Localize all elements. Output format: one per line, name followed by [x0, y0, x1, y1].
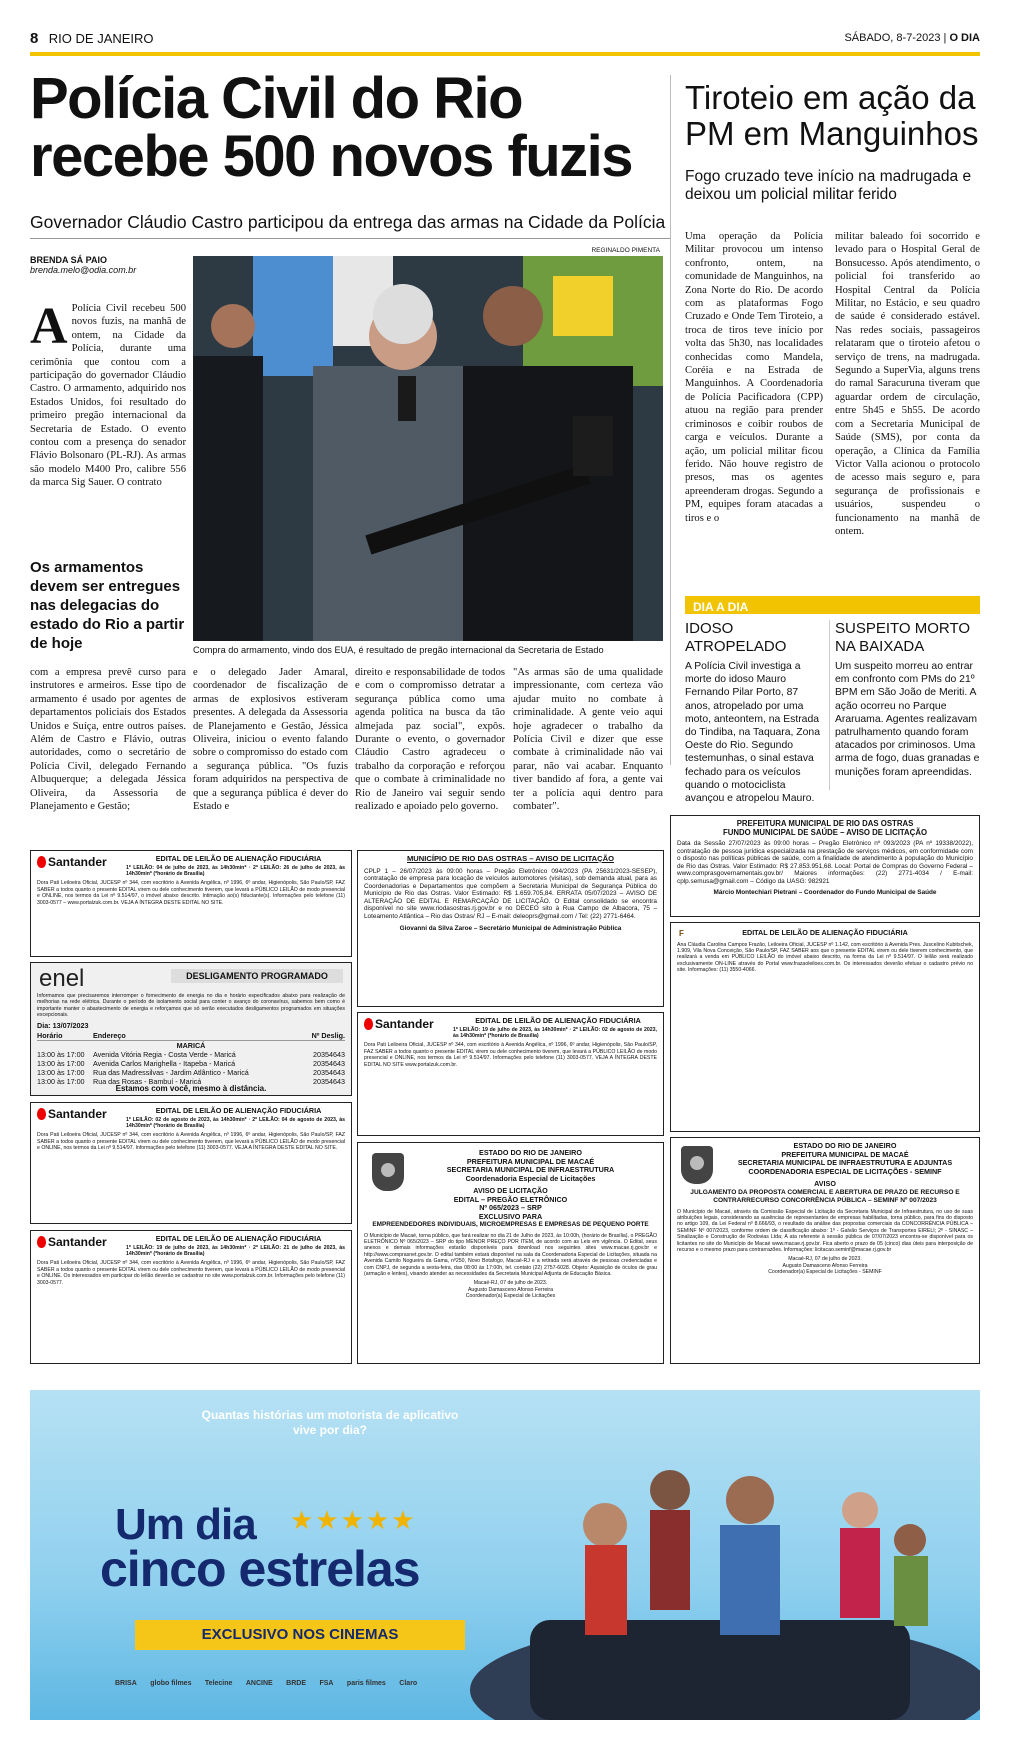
- macae-crest-icon: [681, 1146, 713, 1184]
- star-rating-icon: ★★★★★: [290, 1505, 417, 1535]
- santander-flame-icon: [37, 1108, 46, 1120]
- sponsor-logos: [115, 1672, 455, 1694]
- page-header: [30, 30, 980, 54]
- ad-role: Coordenador(a) Especial de Licitações: [465, 1293, 556, 1300]
- ad-rio-das-ostras: [357, 850, 664, 1007]
- ad-text: Dora Pati Leiloeira Oficial, JUCESP nº 344, com escritório à Avenida Angélica, nº 1996, 6º andar, Higienópolis, São Paulo/SP, FAZ SABER a todos quanto o presente EDITAL virem ou dele conhecimento tiverem, que levará a PÚBLICO LEILÃO de modo presencial e ONLINE, nos termos da Lei nº 9.514/97, o imóvel abaixo descrito. Intimação ao(s) fiduciante(s). Informações pelo telefone (11) 3003-0577 – www.portalzuk.com.br. VEJA A ÍNTEGRA DESTE EDITAL NO SITE.: [37, 880, 345, 906]
- movie-title-line-2: cinco estrelas: [100, 1541, 420, 1597]
- santander-logo: Santander: [37, 1107, 107, 1121]
- byline-name: BRENDA SÁ PAIO: [30, 255, 108, 265]
- ad-title: MUNICÍPIO DE RIO DAS OSTRAS – AVISO DE LICITAÇÃO: [406, 854, 614, 863]
- issue-date: [844, 32, 980, 44]
- section-name: RIO DE JANEIRO: [48, 31, 154, 46]
- ad-title: EDITAL DE LEILÃO DE ALIENAÇÃO FIDUCIÁRIA: [155, 854, 322, 863]
- enel-date: Dia: 13/07/2023: [37, 1021, 89, 1030]
- ad-santander-leilao-3: [30, 1102, 352, 1224]
- sponsor-logo: FSA: [319, 1680, 334, 1687]
- ad-signer: Augusto Damasceno Afonso Ferreira: [782, 1262, 868, 1269]
- ad-place-date: Macaé-RJ, 07 de julho de 2023.: [788, 1256, 862, 1263]
- sponsor-logo: BRISA: [115, 1680, 137, 1687]
- banner-question: Quantas histórias um motorista de aplicativo vive por dia?: [201, 1408, 459, 1437]
- ad-subtitle: 1º LEILÃO: 02 de agosto de 2023, às 14h30min* · 2º LEILÃO: 04 de agosto de 2023, às 14h30min* (*horário de Brasília): [126, 1116, 345, 1129]
- movie-title-line-1: Um dia: [115, 1500, 256, 1549]
- photo-illustration: [193, 256, 663, 641]
- ad-signature: Márcio Montechiari Pietrani – Coordenador do Fundo Municipal de Saúde: [713, 888, 937, 896]
- ad-title-2: FUNDO MUNICIPAL DE SAÚDE – AVISO DE LICITAÇÃO: [722, 827, 928, 837]
- santander-logo: Santander: [37, 1235, 107, 1249]
- ad-text: Dora Pati Leiloeira Oficial, JUCESP nº 344, com escritório à Avenida Angélica, nº 1996, 6º andar, Higienópolis, São Paulo/SP, FAZ SABER a todos quanto o presente EDITAL virem ou dele conhecimento tiverem, que levará a PÚBLICO LEILÃO de modo presencial e ONLINE, nos termos da Lei nº 9.514/97. Informações pelo telefone (11) 3003-0577. VEJA A ÍNTEGRA DESTE EDITAL NO SITE www.portalzuk.com.br.: [364, 1042, 657, 1068]
- table-city: MARICÁ: [176, 1041, 206, 1050]
- page-number: 8: [30, 30, 39, 47]
- subhead-rule: [30, 238, 670, 239]
- ad-text: O Município de Macaé, torna público, que fará realizar no dia 21 de Julho de 2023, às 10:00h, (horário de Brasília), o PREGÃO ELETRÔNICO Nº 065/2023 – SRP do tipo MENOR PREÇO POR ITEM, de acordo com as Leis em vigência. O Edital, seus anexos e demais informações estarão disponíveis para download nos seguintes sites www.macae.rj.gov.br e http://www.comprasnet.gov.br. O edital também estará disponível na sala da Coordenadoria Especial de Licitações, situada na Avenida Camilo Nogueira da Gama, nº250, Novo Botafogo, Macaé-RJ e a retirada será através de pessoas credenciadas e com CNPJ, de segunda a sexta-feira, das 08:00 às 17:00h, tel. contato (22) 2757-6028. Objeto: Aquisição de óculos de grau (armação e lentes), visando atender as necessidades da Secretaria Municipal Adjunta de Educação Básica.: [364, 1232, 657, 1277]
- frazao-logo-icon: F: [679, 929, 684, 938]
- table-header: Horário Endereço Nº Deslig.: [37, 1031, 345, 1040]
- ad-subtitle: 1º LEILÃO: 19 de julho de 2023, às 14h30min* · 2º LEILÃO: 21 de julho de 2023, às 14h30min* (*horário de Brasília): [126, 1244, 345, 1257]
- brief-2-title: SUSPEITO MORTO NA BAIXADA: [835, 620, 971, 655]
- ad-t1: ESTADO DO RIO DE JANEIRO: [793, 1141, 897, 1150]
- ad-text: Dora Pati Leiloeira Oficial, JUCESP nº 344, com escritório à Avenida Angélica, nº 1996, 6º andar, Higienópolis, São Paulo/SP, FAZ SABER a todos quanto o presente EDITAL virem ou dele conhecimento tiverem, que levará a PÚBLICO LEILÃO de modo presencial e ONLINE, nos termos da Lei nº 9.514/97. Informações pelo telefone (11) 3003-0577. VEJA A ÍNTEGRA DESTE EDITAL NO SITE.: [37, 1132, 345, 1152]
- ad-signer: Augusto Damasceno Afonso Ferreira: [467, 1286, 554, 1293]
- dia-a-dia-banner: [685, 596, 980, 614]
- ad-t2: PREFEITURA MUNICIPAL DE MACAÉ: [466, 1156, 595, 1166]
- brief-1-text: A Polícia Civil investiga a morte do idoso Mauro Fernando Pilar Porto, 87 anos, atropelado por uma moto, anteontem, na Estrada do Tindiba, na Taquara, Zona Oeste do Rio. Segundo testemunhas, o sinal estava fechado para os veículos quando o motociclista avançou e atropelou Mauro.: [685, 661, 820, 805]
- main-subheadline: Governador Cláudio Castro participou da entrega das armas na Cidade da Polícia: [30, 212, 666, 232]
- ad-intro: Informamos que precisaremos interromper o fornecimento de energia no dia e horário especificados abaixo para realização de melhorias na rede elétrica. Durante o período de isolamento social para conter o avanço do coronavírus, sabemos bem como é importante manter o abastecimento de energia e reforçamos que só serão executados desligamentos programados em situações excepcionais.: [37, 993, 345, 1019]
- ad-santander-leilao-4: [30, 1230, 352, 1364]
- ad-santander-leilao-2: [357, 1012, 664, 1136]
- pull-quote: Os armamentos devem ser entregues nas delegacias do estado do Rio a partir de hoje: [30, 559, 185, 652]
- santander-flame-icon: [364, 1018, 373, 1030]
- header-rule: [30, 52, 980, 56]
- ad-t6: EDITAL – PREGÃO ELETRÔNICO: [453, 1194, 568, 1204]
- main-story-column-3: direito e responsabilidade de todos e com o compromisso detratar a segurança pública como uma agenda política na busca da tão almejada paz social", expôs. Durante o evento, o governador Cláudio Castro agradeceu o trabalho da corporação e reforçou que o combate à criminalidade no Rio de Janeiro vai seguir sendo realizado e apoiado pelo governo.: [355, 667, 505, 813]
- ad-t3: SECRETARIA MUNICIPAL DE INFRAESTRUTURA: [446, 1165, 615, 1174]
- col1-text: Polícia Civil recebeu 500 novos fuzis, na manhã de ontem, na Cidade da Polícia, durante uma cerimônia que contou com a participação do governador Cláudio Castro. O armamento, adquirido nos Estados Unidos, foi resultado do primeiro pregão internacional da Secretaria de Estado. O evento contou com a presença do senador Flávio Bolsonaro (PL-RJ). As armas são modelo M400 Pro, calibre 556 da marca Sig Sauer. O contrato: [30, 303, 186, 489]
- main-story-column-1b: com a empresa prevê curso para instrutores e armeiros. Esse tipo de armamento é usado por agentes de departamentos policiais dos Estados Unidos e Suíça, entre outros países. Além de Castro e Flávio, outras autoridades, como o secretário de Polícia Civil, delegado Fernando Albuquerque; a delegada Jéssica Oliveira, da Assessoria de Planejamento e Gestão;: [30, 667, 186, 813]
- ad-macae-julgamento: [670, 1137, 980, 1364]
- sponsor-logo: Claro: [399, 1680, 418, 1687]
- main-story-column-4: "As armas são de uma qualidade impressionante, com certeza vão ajudar muito no combate à criminalidade. A gente veio aqui hoje agradecer o trabalho da Polícia Civil e dizer que esse combate à criminalidade não vai parar, não vai acabar. Enquanto tiver bandido af fora, a gente vai ter a polícia aqui dentro para combater".: [513, 667, 663, 813]
- ad-subtitle: 1º LEILÃO: 19 de julho de 2023, às 14h30min* · 2º LEILÃO: 02 de agosto de 2023, às 14h30min* (*horário de Brasília): [453, 1026, 657, 1039]
- enel-footer: Estamos com você, mesmo à distância.: [115, 1084, 267, 1093]
- ad-title: EDITAL DE LEILÃO DE ALIENAÇÃO FIDUCIÁRIA: [742, 928, 908, 937]
- main-story-column-1: [30, 298, 186, 490]
- side-headline: Tiroteio em ação da PM em Manguinhos: [685, 79, 979, 152]
- ad-place-date: Macaé-RJ, 07 de julho de 2023.: [473, 1280, 548, 1287]
- santander-logo: Santander: [364, 1017, 434, 1031]
- photo-caption: Compra do armamento, vindo dos EUA, é resultado de pregão internacional da Secretaria de Estado: [193, 645, 604, 655]
- table-row: 13:00 às 17:00 Rua das Madressilvas - Jardim Atlântico - Maricá 20354643: [37, 1068, 345, 1077]
- ad-t5: AVISO DE LICITAÇÃO: [473, 1186, 548, 1195]
- side-story-column-1: Uma operação da Polícia Militar provocou um intenso confronto, ontem, na comunidade de Manguinhos, na Zona Norte do Rio. De acordo com as plataformas Fogo Cruzado e Onde Tem Tiroteio, a troca de tiros teve início por volta das 5h30, nas localidades conhecidas como Mandela, Coréia e na Estrada de Manguinhos. A Coordenadoria de Polícia Pacificadora (CPP) atuou na região para prender criminosos e coibir roubos de carga e veículos. Durante a ação, um policial militar ficou ferido. Não houve registro de presos, mas os agentes apreenderam drogas. Segundo a PM, equipes foram atacadas a tiros e o: [685, 231, 823, 524]
- side-story-column-2: militar baleado foi socorrido e levado para o Hospital Geral de Bonsucesso. Após atendimento, o policial foi transferido ao Hospital Central da Polícia Militar, no Estácio, e seu quadro de saúde é considerado estável. Nas redes sociais, passageiros relataram que o tiroteio afetou o serviço de trens, na madrugada. Segundo a SuperVia, alguns trens do ramal Saracuruna tiveram que aguardar ordem de circulação, entre 5h45 e 5h55. De acordo com a Secretaria Municipal de Saúde (SMS), por conta da operação, a Clínica da Família Victor Valla acionou o protocolo de acesso mais seguro e, para segurança de profissionais e usuários, suspendeu o funcionamento na manhã de ontem.: [835, 231, 980, 537]
- santander-logo: Santander: [37, 855, 107, 869]
- ad-t9: EMPREENDEDORES INDIVIDUAIS, MICROEMPRESAS E EMPRESAS DE PEQUENO PORTE: [372, 1221, 649, 1228]
- santander-flame-icon: [37, 856, 46, 868]
- date-text: SÁBADO, 8-7-2023: [844, 32, 941, 44]
- ad-title-1: PREFEITURA MUNICIPAL DE RIO DAS OSTRAS: [736, 819, 914, 828]
- enel-table: [37, 1031, 345, 1086]
- ad-text: Ana Cláudia Carolina Campos Frazão, Leiloeira Oficial, JUCESP nº 1.142, com escritório à Avenida Pres. Juscelino Kubitschek, 1.909, Vila Nova Conceição, São Paulo/SP, FAZ SABER aos que o presente EDITAL virem ou dele tiverem conhecimento, que realizará a venda em PÚBLICO LEILÃO do imóvel abaixo descrito, na forma da Lei nº 9.514/97. O leilão será realizado exclusivamente ON-LINE através do Portal www.frazaoleiloes.com.br. Os interessados deverão efetuar o cadastro prévio no site. Informações: (11) 3550-4066.: [677, 941, 973, 974]
- ad-text: Data da Sessão 27/07/2023 às 09:00 horas – Pregão Eletrônico nº 093/2023 (PA nº 19338/2022), contratação de pessoa jurídica especializada na prestação de serviços médicos, em conformidade com o disposto nas políticas públicas de saúde, com a finalidade de atendimento à população do Município de Rio das Ostras. Valor Estimado: R$ 27.853.951,68. Local: Portal de Compras do Governo Federal – www.comprasgovernamentais.gov.br/ Maiores informações: (22) 2771-4034 / E-mail: cplp.semusa@gmail.com – Código da UASG: 982921: [677, 840, 973, 885]
- ad-title: EDITAL DE LEILÃO DE ALIENAÇÃO FIDUCIÁRIA: [155, 1106, 322, 1115]
- ad-subtitle: 1º LEILÃO: 04 de julho de 2023, às 14h30min* · 2º LEILÃO: 26 de julho de 2023, às 14h30min* (*horário de Brasília): [126, 864, 345, 877]
- date-separator: |: [943, 32, 947, 44]
- ad-t8: EXCLUSIVO PARA: [478, 1211, 543, 1221]
- ad-signature: Giovanni da Silva Zaroe – Secretário Municipal de Administração Pública: [399, 924, 622, 932]
- ad-t1: ESTADO DO RIO DE JANEIRO: [479, 1148, 582, 1157]
- ad-enel: [30, 962, 352, 1096]
- main-story-column-2: e o delegado Jader Amaral, coordenador de fiscalização de armas de explosivos estiveram presentes. A delegada da Assessoria de Planejamento e Gestão, Jéssica Oliveira, iniciou o evento falando sobre o compromisso do estado com a segurança pública. "Os fuzis foram adquiridos na perspectiva de que a segurança pública é dever do Estado e: [193, 667, 348, 813]
- ad-fundo-municipal-saude: [670, 815, 980, 917]
- ad-text: Dora Pati Leiloeira Oficial, JUCESP nº 344, com escritório à Avenida Angélica, nº 1996, 6º andar, Higienópolis, São Paulo/SP, FAZ SABER a todos quanto o presente EDITAL virem ou dele conhecimento tiverem, que levará a PÚBLICO LEILÃO de modo presencial e ONLINE. Os interessados em participar do leilão deverão se cadastrar no site www.portalzuk.com.br. Informações pelo telefone (11) 3003-0577.: [37, 1260, 345, 1286]
- ad-macae-pregao: [357, 1142, 664, 1364]
- ad-t4: COORDENADORIA ESPECIAL DE LICITAÇÕES - SEMINF: [748, 1166, 942, 1176]
- brief-divider: [829, 620, 830, 790]
- ad-title: DESLIGAMENTO PROGRAMADO: [171, 969, 343, 983]
- brief-2-text: Um suspeito morreu ao entrar em confronto com PMs do 21º BPM em São João de Meriti. A ação ocorreu no Parque Araruama. Agentes realizavam patrulhamento quando foram atacados por criminosos. Uma arma de fogo, duas granadas e munições foram apreendidas.: [835, 661, 980, 778]
- sponsor-logo: paris filmes: [346, 1680, 386, 1687]
- sponsor-logo: globo filmes: [150, 1680, 192, 1687]
- sponsor-logo: BRDE: [286, 1680, 307, 1687]
- photo-credit: REGINALDO PIMENTA: [591, 247, 660, 254]
- macae-crest-icon: [372, 1153, 404, 1191]
- table-row: 13:00 às 17:00 Avenida Carlos Marighella - Itapeba - Maricá 20354643: [37, 1059, 345, 1068]
- ad-santander-leilao-1: [30, 850, 352, 957]
- exclusive-strip: [135, 1620, 465, 1650]
- exclusive-text: EXCLUSIVO NOS CINEMAS: [201, 1626, 399, 1643]
- ad-title: EDITAL DE LEILÃO DE ALIENAÇÃO FIDUCIÁRIA: [475, 1016, 641, 1025]
- ad-t7: Nº 065/2023 – SRP: [479, 1203, 542, 1212]
- ad-t2: PREFEITURA MUNICIPAL DE MACAÉ: [781, 1149, 909, 1159]
- byline: [30, 255, 200, 275]
- side-subheadline: Fogo cruzado teve início na madrugada e deixou um policial militar ferido: [685, 168, 972, 203]
- column-divider: [670, 75, 671, 765]
- sponsor-logo: ANCINE: [245, 1680, 273, 1687]
- ad-role: Coordenador(a) Especial de Licitações - SEMINF: [768, 1269, 882, 1276]
- enel-logo: enel: [39, 965, 85, 992]
- ad-t4: Coordenadoria Especial de Licitações: [465, 1173, 596, 1183]
- dropcap: A: [30, 298, 68, 355]
- table-row: 13:00 às 17:00 Rua das Rosas - Bambuí - Maricá 20354643: [37, 1077, 345, 1086]
- sponsor-logo: Telecine: [204, 1680, 233, 1687]
- byline-email: brenda.melo@odia.com.br: [30, 265, 137, 275]
- ad-frazao-leilao: [670, 922, 980, 1132]
- ad-t6: JULGAMENTO DA PROPOSTA COMERCIAL E ABERTURA DE PRAZO DE RECURSO E CONTRARRECURSO CONCORRÊNCIA PÚBLICA – SEMINF Nº 007/2023: [690, 1188, 960, 1204]
- dia-a-dia-label: DIA A DIA: [693, 600, 749, 614]
- ad-t5: AVISO: [814, 1179, 836, 1188]
- ad-t3: SECRETARIA MUNICIPAL DE INFRAESTRUTURA E ADJUNTAS: [737, 1158, 953, 1167]
- news-photo: [193, 256, 663, 641]
- brief-1-title: IDOSO ATROPELADO: [685, 620, 787, 655]
- ad-title: EDITAL DE LEILÃO DE ALIENAÇÃO FIDUCIÁRIA: [155, 1234, 322, 1243]
- ad-text: CPLP 1 – 26/07/2023 às 09:00 horas – Pregão Eletrônico 094/2023 (PA 25631/2023-SESEP), contratação de empresa para locação de veículos automotores (visitas), sob demanda atual, para as Coordenadorias e Departamentos que compõem a Secretaria Municipal de Segurança Pública do Município de Rio das Ostras. Valor Estimado: R$ 1.659.705,84. ERRATA 05/07/2023 – AVISO DE ALTERAÇÃO DE EDITAL E REMARCAÇÃO DE LICITAÇÃO. O Edital consolidado se encontra disponível no site www.riodasostras.rj.gov.br e no DECEO sito à Rua Campo de Albacora, 75 – Loteamento Atlântica – Rio das Ostras/ RJ – E-mail: deleoprs@gmail.com / Tel: (22) 2771-6464.: [364, 867, 657, 921]
- table-row: 13:00 às 17:00 Avenida Vitória Regia - Costa Verde - Maricá 20354643: [37, 1050, 345, 1059]
- santander-flame-icon: [37, 1236, 46, 1248]
- brand-name: O DIA: [949, 32, 980, 44]
- ad-text: O Município de Macaé, através da Comissão Especial de Licitação da Secretaria Municipal de Infraestrutura, no uso de suas atribuições legais, considerando as ausências de representantes de empresas habilitadas, torna público, para fins do disposto no artigo 109, da Lei Federal nº 8.666/93, o resultado da análise das propostas comerciais da CONCORRÊNCIA PÚBLICA – SEMINF Nº 007/2023, conforme ordem de classificação abaixo: 1º - Galvão Serviços de Transportes EIRELI; 2º - SINASC – Sinalização e Construção de Rodovias Ltda; A ata referente à sessão pública de 07/07/2023 encontra-se disponível para os licitantes no site do Município de Macaé www.macae.rj.gov.br. Fica aberto o prazo de 05 (cinco) dias úteis para interposição de recurso e o mesmo prazo para contrarrazões. Informações: licitacao.seminf@macae.rj.gov.br: [677, 1208, 973, 1253]
- main-headline: Polícia Civil do Rio recebe 500 novos fuzis: [30, 66, 633, 189]
